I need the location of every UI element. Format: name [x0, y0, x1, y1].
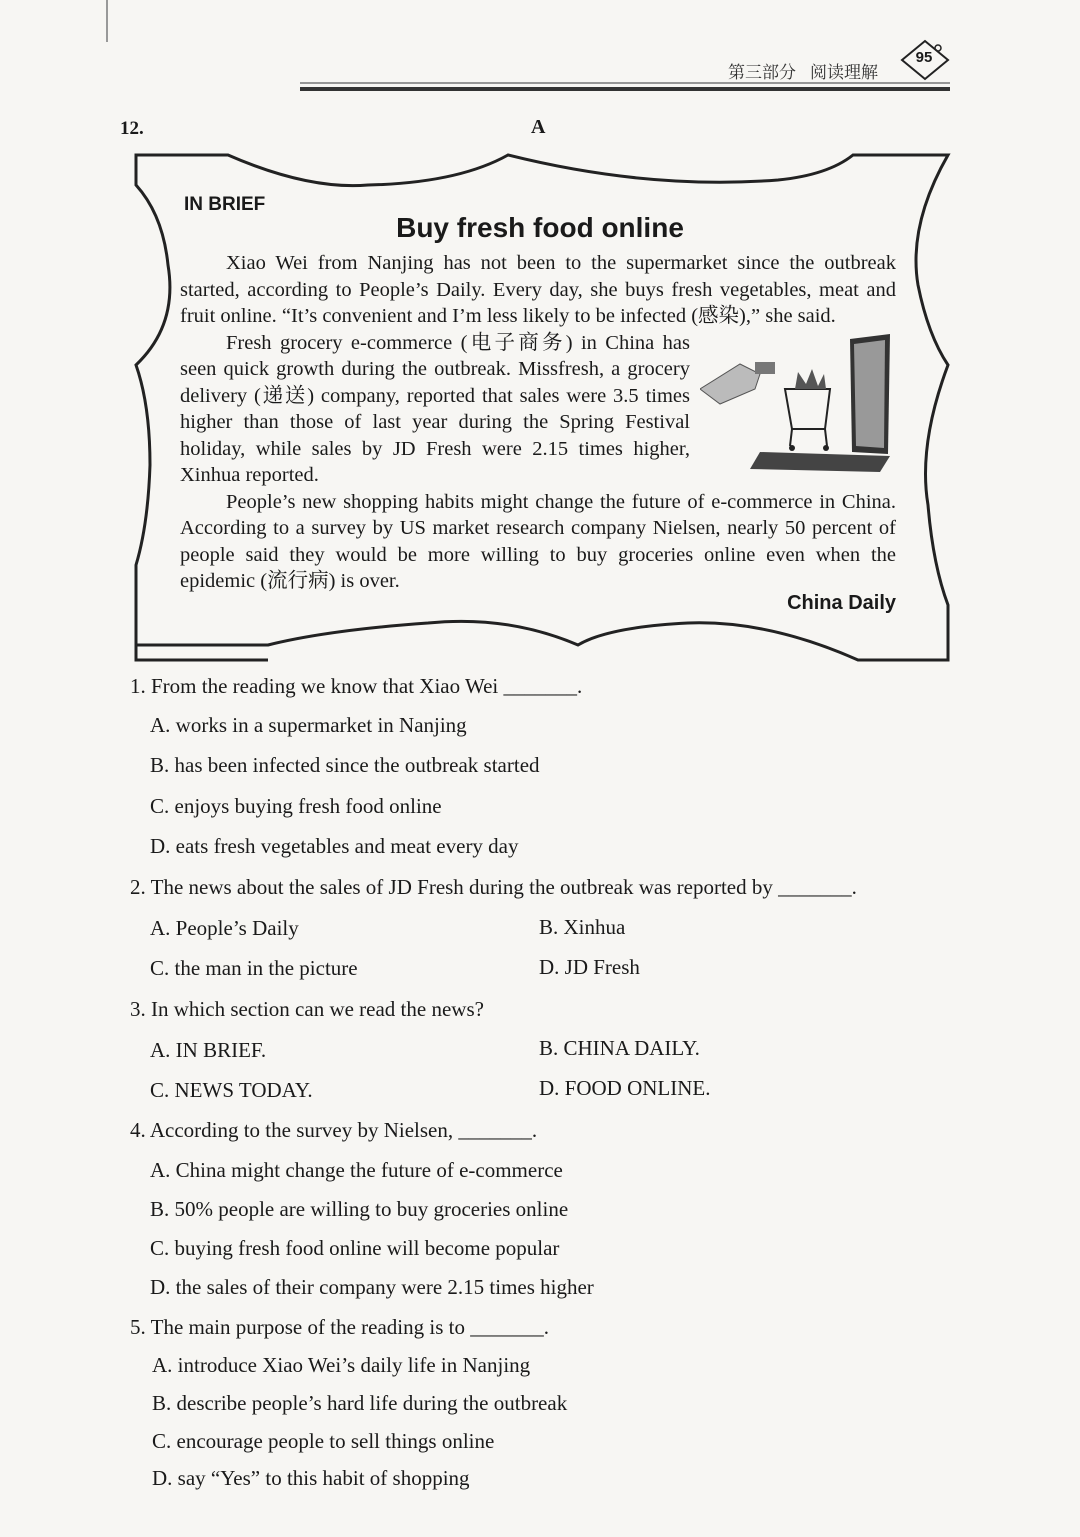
question-5: 5. The main purpose of the reading is to _______. [130, 1315, 549, 1339]
header-part: 第三部分 [728, 63, 796, 83]
q4-option-c[interactable]: C. buying fresh food online will become popular [150, 1236, 560, 1260]
question-2: 2. The news about the sales of JD Fresh during the outbreak was reported by _______. [130, 875, 857, 899]
q3-option-b[interactable]: B. CHINA DAILY. [539, 1036, 700, 1060]
q2-option-b[interactable]: B. Xinhua [539, 915, 626, 939]
q1-option-a[interactable]: A. works in a supermarket in Nanjing [150, 713, 467, 737]
q4-option-d[interactable]: D. the sales of their company were 2.15 times higher [150, 1275, 594, 1299]
q3-option-a[interactable]: A. IN BRIEF. [150, 1038, 267, 1062]
q1-option-d[interactable]: D. eats fresh vegetables and meat every day [150, 834, 519, 858]
q2-option-d[interactable]: D. JD Fresh [539, 955, 640, 979]
q3-option-d[interactable]: D. FOOD ONLINE. [539, 1076, 711, 1100]
article-body [180, 250, 896, 595]
article-title [0, 212, 1080, 244]
q5-option-a[interactable]: A. introduce Xiao Wei’s daily life in Nanjing [152, 1353, 531, 1377]
paragraph-3: People’s new shopping habits might change the future of e-commerce in China. According to a survey by US market research company Nielsen, nearly 50 percent of people said they would be more willing to buy groceries online even when the epidemic (流行病) is over. [180, 490, 896, 592]
header-rule [300, 80, 950, 94]
q1-option-b[interactable]: B. has been infected since the outbreak started [150, 753, 540, 777]
q2-option-a[interactable]: A. People’s Daily [150, 916, 299, 940]
question-4: 4. According to the survey by Nielsen, _______. [130, 1118, 538, 1142]
q5-option-b[interactable]: B. describe people’s hard life during the outbreak [152, 1391, 568, 1415]
q4-option-a[interactable]: A. China might change the future of e-commerce [150, 1158, 563, 1182]
question-number: 12. [120, 118, 144, 139]
q5-option-c[interactable]: C. encourage people to sell things online [152, 1429, 495, 1453]
q3-option-c[interactable]: C. NEWS TODAY. [150, 1078, 313, 1102]
paragraph-1: Xiao Wei from Nanjing has not been to the supermarket since the outbreak started, according to People’s Daily. Every day, she buys fresh vegetables, meat and fruit online. “It’s convenient and I’m less likely to be infected (感染),” she said. [180, 252, 896, 327]
column-label: IN BRIEF [184, 194, 266, 215]
article-source: China Daily [787, 592, 896, 614]
q5-option-d[interactable]: D. say “Yes” to this habit of shopping [152, 1466, 470, 1490]
q1-option-c[interactable]: C. enjoys buying fresh food online [150, 794, 442, 818]
q2-option-c[interactable]: C. the man in the picture [150, 956, 358, 980]
q4-option-b[interactable]: B. 50% people are willing to buy groceries online [150, 1197, 569, 1221]
header-section: 阅读理解 [810, 63, 878, 83]
paragraph-2: Fresh grocery e-commerce (电子商务) in China has seen quick growth during the outbreak. Missfresh, a grocery delivery (递送) company, reported that sales were 3.5 times higher than those of last year during the Spring Festival holiday, while sales by JD Fresh were 2.15 times higher, Xinhua reported. [180, 331, 690, 486]
scan-mark [106, 0, 108, 42]
online-shopping-illustration [700, 334, 896, 474]
question-3: 3. In which section can we read the news? [130, 997, 484, 1021]
page-number: 95 [915, 49, 933, 66]
article-title-text: Buy fresh food online [396, 212, 684, 243]
question-1: 1. From the reading we know that Xiao Wei _______. [130, 674, 583, 698]
section-letter: A [531, 116, 546, 138]
